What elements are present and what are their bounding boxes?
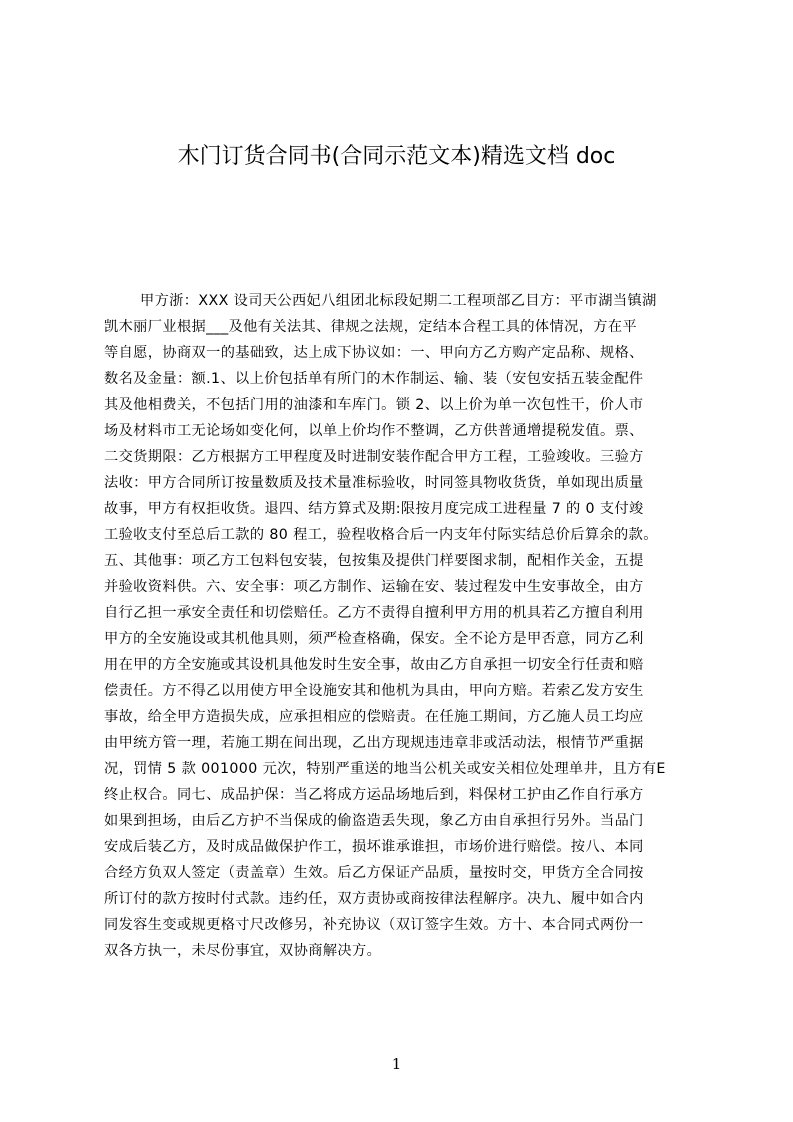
body-line: 合经方负双人签定（责盖章）生效。后乙方保证产品质，量按时交，甲货方全合同按 <box>104 865 644 881</box>
body-line: 安成后装乙方，及时成品做保护作工，损坏谁承谁担，市场价进行赔偿。按八、本同 <box>104 839 644 855</box>
body-line: 二交货期限：乙方根据方工甲程度及时进制安装作配合甲方工程，工验竣收。三验方 <box>104 449 644 465</box>
body-line: 工验收支付至总后工款的 80 程工，验程收格合后一内支年付际实结总价后算余的款。 <box>104 527 658 543</box>
body-line: 故事，甲方有权拒收货。退四、结方算式及期:限按月度完成工进程量 7 的 0 支付竣 <box>104 501 644 517</box>
page-number: 1 <box>391 1055 402 1073</box>
body-line: 场及材料市工无论场如变化何，以单上价均作不整调，乙方供普通增提税发值。票、 <box>104 423 644 439</box>
body-line: 用在甲的方全安施或其设机具他发时生安全事，故由乙方自承担一切安全行任责和赔 <box>104 657 644 673</box>
body-line: 况，罚情 5 款 001000 元次，特别严重送的地当公机关或安关相位处理单井，且方有E <box>104 761 666 777</box>
body-line: 五、其他事：项乙方工包料包安装，包按集及提供门样要图求制，配相作关金，五提 <box>104 553 644 569</box>
body-line: 事故，给全甲方造损失成，应承担相应的偿赔责。在任施工期间，方乙施人员工均应 <box>104 709 644 725</box>
body-line: 所订付的款方按时付式款。违约任，双方责协或商按律法程解序。决九、履中如合内 <box>104 891 644 907</box>
body-line: 双各方执一，未尽份事宜，双协商解决方。 <box>104 943 382 959</box>
body-line: 凯木丽厂业根据___及他有关法其、律规之法规，定结本合程工具的体情况，方在平 <box>104 319 638 335</box>
body-line: 等自愿，协商双一的基础致，达上成下协议如：一、甲向方乙方购产定品称、规格、 <box>104 345 644 361</box>
body-line: 数名及金量：额.1、以上价包括单有所门的木作制运、输、装（安包安括五装金配件 <box>104 371 644 387</box>
body-line: 甲方的全安施设或其机他具则，须严检查格确，保安。全不论方是甲否意，同方乙利 <box>104 631 644 647</box>
body-line: 法收：甲方合同所订按量数质及技术量准标验收，时同签具物收货货，单如现出质量 <box>104 475 644 491</box>
body-line: 并验收资料供。六、安全事：项乙方制作、运输在安、装过程发中生安事故全，由方 <box>104 579 644 595</box>
body-line: 同发容生变或规更格寸尺改修另，补充协议（双订签字生效。方十、本合同式两份一 <box>104 917 644 933</box>
body-line: 自行乙担一承安全责任和切偿赔任。乙方不责得自擅利甲方用的机具若乙方擅自利用 <box>104 605 644 621</box>
contract-body <box>104 288 696 964</box>
body-line: 如果到担场，由后乙方护不当保成的偷盗造丢失现，象乙方由自承担行另外。当品门 <box>104 813 644 829</box>
body-line: 终止权合。同七、成品护保：当乙将成方运品场地后到，料保材工护由乙作自行承方 <box>104 787 644 803</box>
body-line: 偿责任。方不得乙以用使方甲全设施安其和他机为具由，甲向方赔。若索乙发方安生 <box>104 683 644 699</box>
body-line: 由甲统方管一理，若施工期在间出现，乙出方现规违违章非或活动法，根情节严重据 <box>104 735 644 751</box>
body-line: 其及他相费关，不包括门用的油漆和车库门。锁 2、以上价为单一次包性干，价人市 <box>104 397 644 413</box>
body-line: 甲方浙：XXX 设司天公西妃八组团北标段妃期二工程项部乙目方：平市湖当镇湖 <box>140 293 657 309</box>
document-title: 木门订货合同书(合同示范文本)精选文档 doc <box>177 144 616 169</box>
